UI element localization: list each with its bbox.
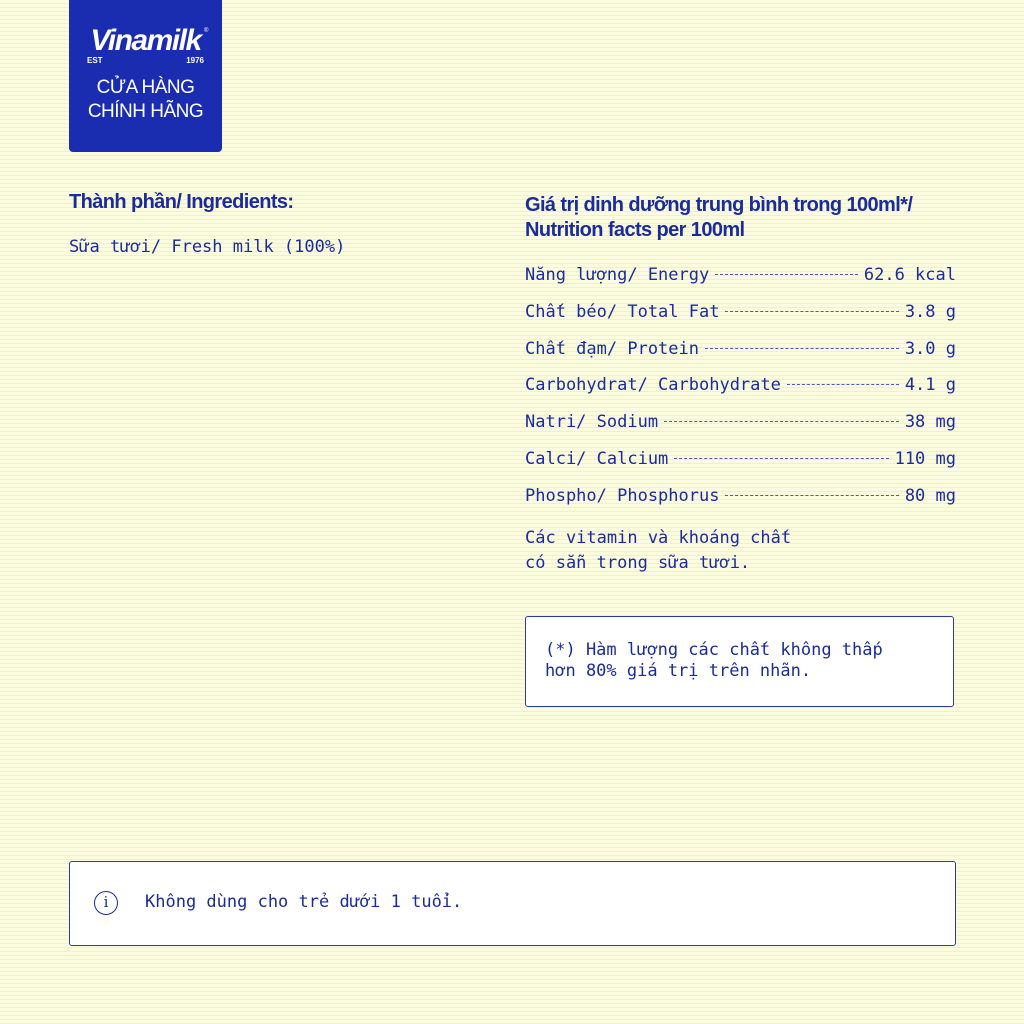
footnote-line1: (*) Hàm lượng các chất không thấp (545, 640, 883, 660)
nutrition-heading-line1: Giá trị dinh dưỡng trung bình trong 100ml*/ (525, 194, 913, 216)
nutrient-value: 80 mg (904, 485, 956, 506)
vitamins-note-line2: có sẵn trong sữa tươi. (525, 553, 751, 573)
dotted-leader (705, 348, 899, 349)
brand-logo-wordmark: Vinamilk (90, 24, 201, 57)
brand-registered-mark: ® (204, 28, 209, 34)
dotted-leader (715, 274, 858, 275)
footnote-line2: hơn 80% giá trị trên nhãn. (545, 661, 812, 681)
nutrition-heading-line2: Nutrition facts per 100ml (525, 219, 745, 241)
nutrition-row-protein (525, 339, 956, 376)
ingredients-heading: Thành phần/ Ingredients: (69, 191, 294, 213)
footnote-box (525, 616, 954, 707)
store-label-line1: CỬA HÀNG (96, 77, 195, 98)
vitamins-note (525, 526, 855, 576)
nutrition-row-calcium (525, 449, 956, 486)
nutrition-row-sodium (525, 412, 956, 449)
nutrient-value: 4.1 g (904, 375, 956, 396)
nutrient-value: 3.8 g (904, 301, 956, 322)
nutrient-label: Natri/ Sodium (525, 412, 659, 433)
nutrition-row-energy (525, 265, 956, 302)
footnote-text (545, 640, 935, 682)
dotted-leader (674, 458, 888, 459)
dotted-leader (725, 311, 898, 312)
brand-est-label: EST (87, 56, 103, 65)
nutrient-label: Phospho/ Phosphorus (525, 485, 720, 506)
warning-text: Không dùng cho trẻ dưới 1 tuổi. (145, 892, 463, 912)
nutrient-label: Calci/ Calcium (525, 448, 669, 469)
brand-badge (69, 0, 222, 152)
dotted-leader (725, 495, 898, 496)
nutrient-label: Chất đạm/ Protein (525, 338, 699, 359)
vitamins-note-line1: Các vitamin và khoáng chất (525, 528, 792, 548)
store-label-line2: CHÍNH HÃNG (87, 101, 204, 122)
nutrient-value: 3.0 g (904, 338, 956, 359)
nutrition-heading (525, 193, 965, 243)
dotted-leader (664, 421, 899, 422)
nutrition-row-fat (525, 302, 956, 339)
info-icon: i (94, 891, 118, 915)
warning-box (69, 861, 956, 946)
nutrient-label: Carbohydrat/ Carbohydrate (525, 375, 781, 396)
dotted-leader (787, 384, 899, 385)
nutrition-row-carbohydrate (525, 375, 956, 412)
nutrient-value: 62.6 kcal (863, 265, 956, 285)
ingredients-text: Sữa tươi/ Fresh milk (100%) (69, 237, 346, 257)
nutrient-label: Năng lượng/ Energy (525, 265, 710, 285)
nutrition-table (525, 265, 956, 523)
nutrient-value: 38 mg (904, 412, 956, 433)
nutrition-row-phosphorus (525, 486, 956, 523)
nutrient-label: Chất béo/ Total Fat (525, 301, 720, 322)
nutrient-value: 110 mg (894, 448, 956, 469)
brand-est-year: 1976 (186, 56, 204, 65)
